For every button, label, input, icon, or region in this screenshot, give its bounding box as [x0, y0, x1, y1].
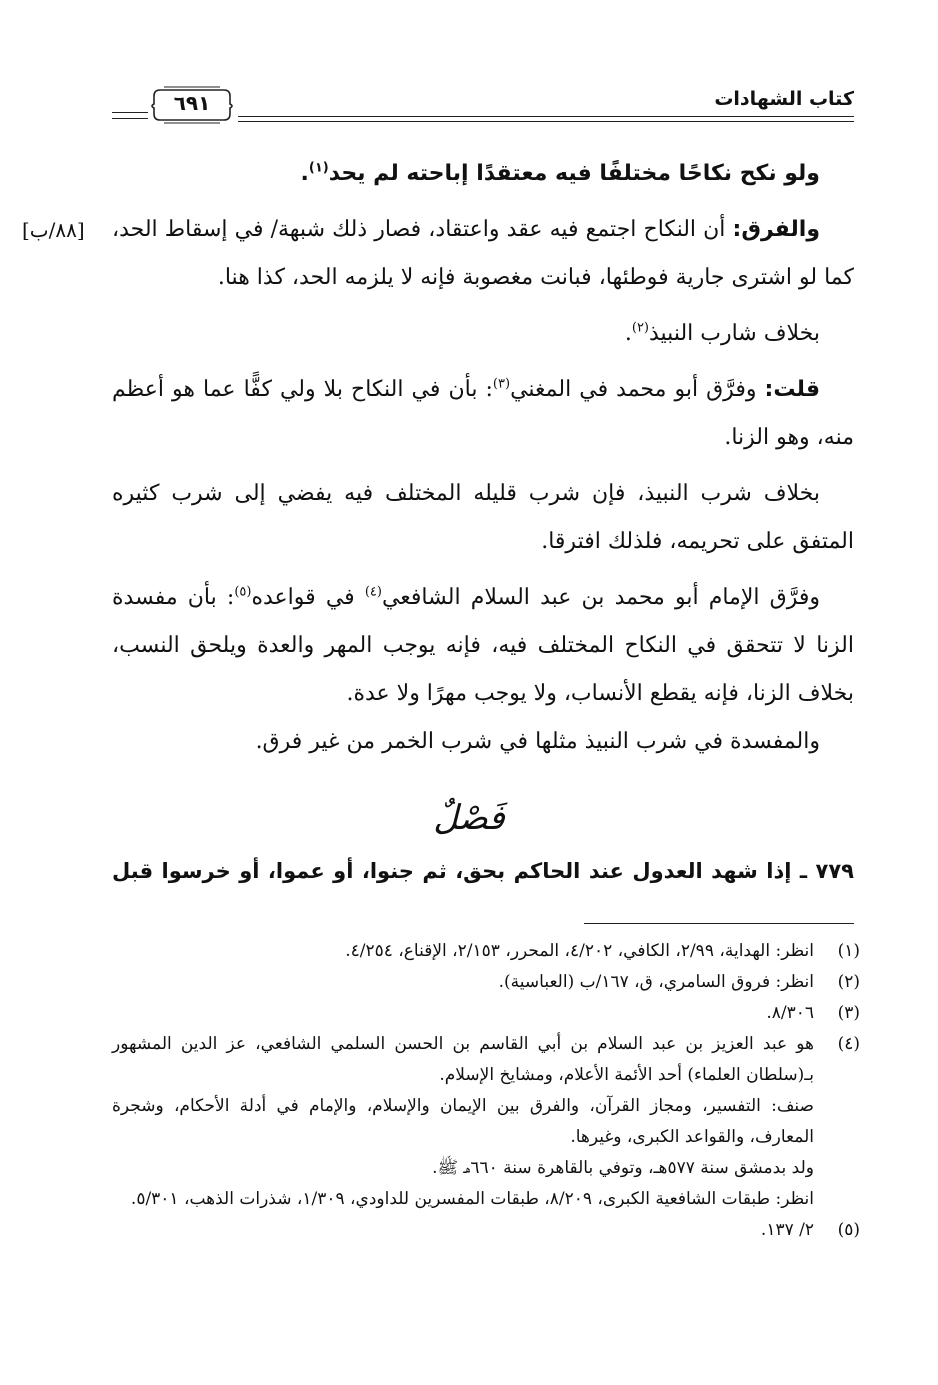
footnote-ref-1: (١)	[308, 160, 329, 176]
footnote-text: ٢/ ١٣٧.	[760, 1220, 814, 1240]
paragraph-3: بخلاف شارب النبيذ$^{(٢)}$.	[624, 320, 820, 346]
paragraph-4-lead: قلت:	[764, 377, 820, 402]
margin-folio-note: [٨٨/ب]	[22, 218, 85, 242]
page-number: ٦٩١	[173, 91, 211, 115]
footnote-4	[112, 1029, 860, 1215]
paragraph-6-text-c: : بأن مفسدة الزنا لا تتحقق في النكاح المختلف فيه، فإنه يوجب المهر والعدة ويلحق النسب، بخلاف الزنا، فإنه يقطع الأنساب، ولا يوجب مهرًا ولا عدة.	[112, 585, 854, 706]
footnote-ref-3: (٣)	[492, 376, 511, 392]
footnote-number: (٣)	[837, 1003, 860, 1023]
footnote-text: انظر: طبقات الشافعية الكبرى، ٨/٢٠٩، طبقات المفسرين للداودي، ١/٣٠٩، شذرات الذهب، ٥/٣٠١.	[130, 1189, 814, 1209]
paragraph-7: والمفسدة في شرب النبيذ مثلها في شرب الخمر من غير فرق.	[255, 729, 820, 754]
footnote-2	[112, 967, 860, 998]
paragraph-4-text-b: : بأن في النكاح بلا ولي كفًّا عما هو أعظم منه، وهو الزنا.	[112, 377, 854, 450]
paragraph-6-text-b: في قواعده	[251, 585, 365, 610]
header-rule-left	[112, 112, 148, 113]
footnote-3	[112, 998, 860, 1029]
main-text	[112, 150, 854, 766]
paragraph-1: ولو نكح نكاحًا مختلفًا فيه معتقدًا إباحته لم يحد$^{(١)}$.	[300, 160, 820, 186]
footnote-number: (٤)	[837, 1034, 860, 1054]
header-rule-right-2	[238, 121, 854, 122]
footnote-separator	[584, 923, 854, 924]
footnote-ref-5: (٥)	[234, 584, 252, 600]
header-rule-right	[238, 116, 854, 117]
footnote-text: انظر: فروق السامري، ق، ١٦٧/ب (العباسية).	[498, 972, 814, 992]
section-title: فَصْلٌ	[433, 798, 505, 838]
footnote-text: ٨/٣٠٦.	[766, 1003, 814, 1023]
paragraph-2-text: أن النكاح اجتمع فيه عقد واعتقاد، فصار ذلك شبهة/ في إسقاط الحد، كما لو اشترى جارية فوطئها، فبانت مغصوبة فإنه لا يلزمه الحد، كذا هنا.	[112, 217, 854, 290]
header-rule-left-2	[112, 118, 148, 119]
paragraph-2	[112, 206, 854, 302]
footnote-text: هو عبد العزيز بن عبد السلام بن أبي القاسم بن الحسن السلمي الشافعي، عز الدين المشهور بـ(سلطان العلماء) أحد الأئمة الأعلام، ومشايخ الإسلام.	[112, 1034, 814, 1085]
numbered-item-779: ٧٧٩ ـ إذا شهد العدول عند الحاكم بحق، ثم جنوا، أو عموا، أو خرسوا قبل	[112, 859, 854, 883]
footnote-ref-4: (٤)	[364, 584, 382, 600]
footnote-text: انظر: الهداية، ٢/٩٩، الكافي، ٤/٢٠٢، المحرر، ٢/١٥٣، الإقناع، ٤/٢٥٤.	[345, 941, 814, 961]
footnote-1	[112, 936, 860, 967]
paragraph-2-lead: والفرق:	[732, 217, 820, 242]
paragraph-5: بخلاف شرب النبيذ، فإن شرب قليله المختلف فيه يفضي إلى شرب كثيره المتفق على تحريمه، فلذلك افترقا.	[112, 481, 854, 554]
footnotes	[112, 936, 860, 1246]
footnote-text: صنف: التفسير، ومجاز القرآن، والفرق بين الإيمان والإسلام، والإمام في أدلة الأحكام، وشجرة المعارف، والقواعد الكبرى، وغيرها.	[112, 1096, 814, 1147]
paragraph-6	[112, 574, 854, 718]
paragraph-6-text-a: وفرَّق الإمام أبو محمد بن عبد السلام الشافعي	[381, 585, 820, 610]
footnote-number: (٢)	[837, 972, 860, 992]
paragraph-1-text: ولو نكح نكاحًا مختلفًا فيه معتقدًا إباحته لم يحد	[328, 161, 820, 186]
paragraph-4-text-a: وفرَّق أبو محمد في المغني	[510, 377, 765, 402]
paragraph-4	[112, 366, 854, 462]
page-header	[112, 84, 854, 130]
footnote-number: (١)	[837, 941, 860, 961]
paragraph-3-text: بخلاف شارب النبيذ	[649, 321, 820, 346]
footnote-number: (٥)	[837, 1220, 860, 1240]
page-number-frame	[150, 84, 234, 124]
footnote-text: ولد بدمشق سنة ٥٧٧هـ، وتوفي بالقاهرة سنة ٦٦٠هـ ﷺ.	[432, 1158, 814, 1178]
book-title: كتاب الشهادات	[714, 88, 854, 110]
footnote-ref-2: (٢)	[631, 320, 649, 336]
footnote-5	[112, 1215, 860, 1246]
